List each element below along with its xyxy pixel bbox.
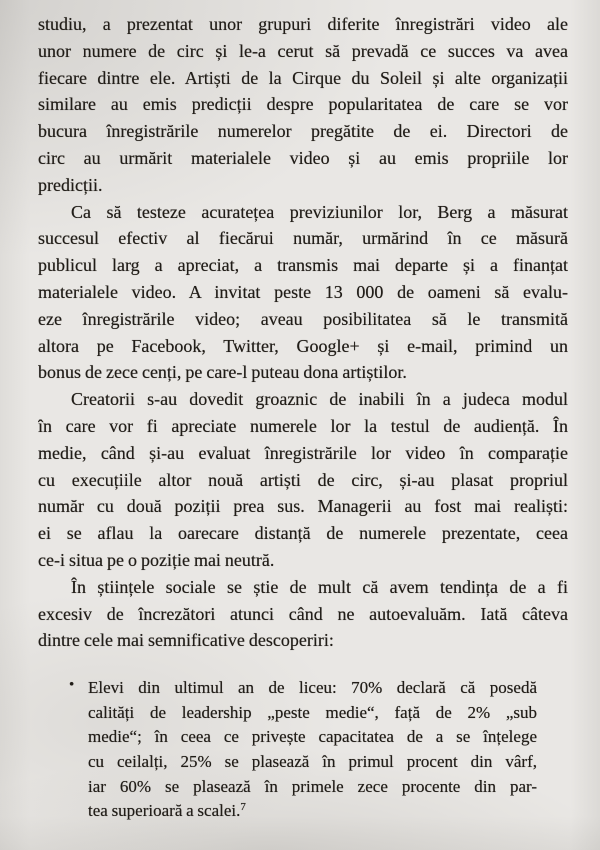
bullet-item [69,676,537,824]
paragraph-1 [38,11,568,199]
text-line: altora pe Facebook, Twitter, Google+ și e-mail, primind un [38,335,568,356]
text-line: ei se aflau la oarecare distanță de numerele prezentate, ceea [38,523,568,544]
text-line: cu ceilalți, 25% se plasează în primul procent din vârf, [88,751,537,771]
text-line: publicul larg a apreciat, a transmis mai departe și a finanțat [38,255,568,276]
text-line: În științele sociale se știe de mult că avem tendința de a fi [71,576,568,597]
text-line: similare au emis predicții despre popularitatea de care se vor [38,94,568,115]
text-line: materialele video. A invitat peste 13 000 de oameni să evalu- [38,281,568,302]
text-line: circ au urmărit materialele video și au emis propriile lor [38,147,568,168]
text-line: excesiv de încrezători atunci când ne autoevaluăm. Iată câteva [38,603,568,624]
text-line: dintre cele mai semnificative descoperiri: [38,630,334,651]
text-line: predicții. [38,174,103,195]
text-line: bonus de zece cenți, pe care-l puteau dona artiștilor. [38,362,407,383]
text-line: studiu, a prezentat unor grupuri diferite înregistrări video ale [38,14,568,34]
footnote-reference: 7 [240,801,246,814]
text-line: medie, când și-au evaluat înregistrările lor video în comparație [38,442,568,463]
text-line: fiecare dintre ele. Artiști de la Cirque du Soleil și alte organizații [38,67,568,88]
text-line: cu execuțiile altor nouă artiști de circ, și-au plasat propriul [38,469,568,490]
text-line: bucura înregistrările numerelor pregătite de ei. Directori de [38,121,568,142]
text-line: Ca să testeze acuratețea previziunilor lor, Berg a măsurat [71,201,568,222]
paragraph-4 [38,574,568,654]
text-line: în care vor fi apreciate numerele lor la testul de audiență. În [38,415,568,436]
paragraph-3 [38,386,568,574]
text-line: medie“; în ceea ce privește capacitatea de a se înțelege [88,727,537,747]
text-line: calități de leadership „peste medie“, față de 2% „sub [88,702,537,722]
bullet-list [38,676,568,824]
text-line [88,799,537,824]
bullet-marker: • [69,677,75,694]
text-line: Elevi din ultimul an de liceu: 70% declară că posedă [88,678,537,698]
text-line: număr cu două poziții prea sus. Managerii au fost mai realiști: [38,496,568,517]
text-line: iar 60% se plasează în primele zece procente din par- [88,776,537,796]
text-line-fragment: tea superioară a scalei. [88,801,241,821]
text-line: Creatorii s-au dovedit groaznic de inabili în a judeca modul [71,389,568,410]
paragraph-2 [38,199,568,387]
text-line: ce-i situa pe o poziție mai neutră. [38,549,275,570]
text-line: eze înregistrările video; aveau posibilitatea să le transmită [38,308,568,329]
text-line: succesul efectiv al fiecărui număr, urmărind în ce măsură [38,228,568,249]
text-line: unor numere de circ și le-a cerut să prevadă ce succes va avea [38,40,568,61]
